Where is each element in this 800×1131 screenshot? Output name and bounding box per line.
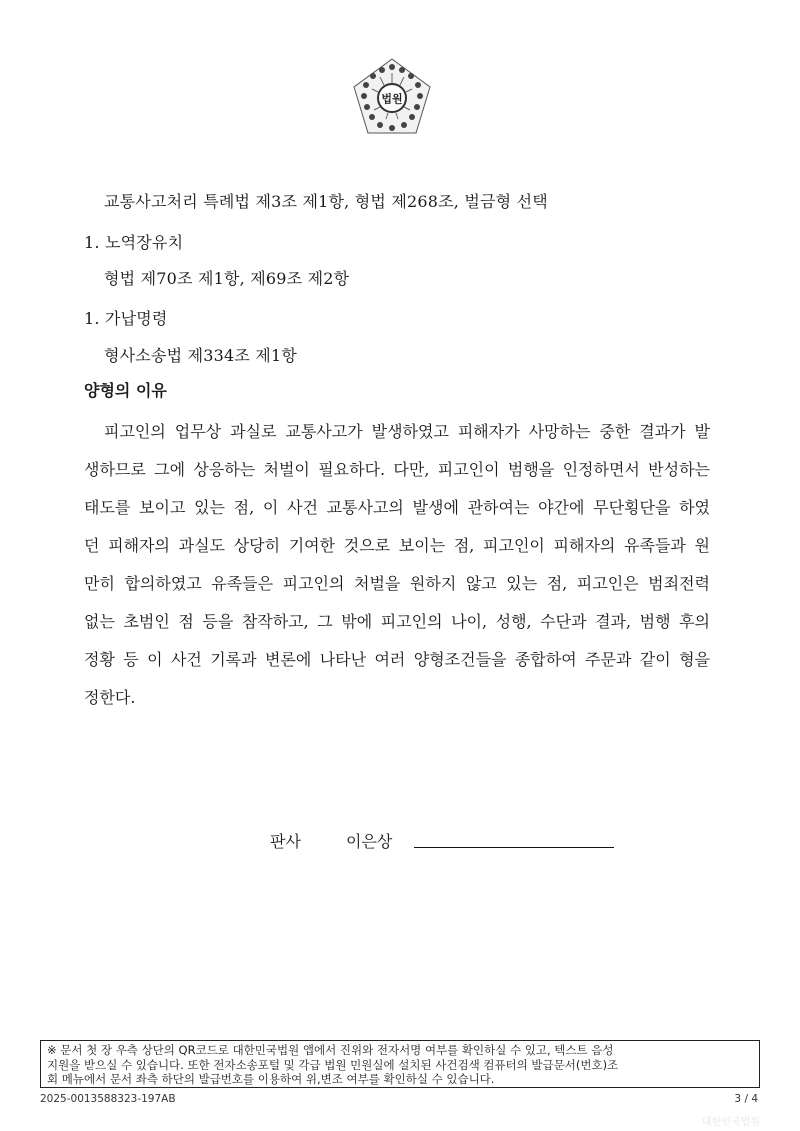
- reason-line-7: 정황 등 이 사건 기록과 변론에 나타난 여러 양형조건들을 종합하여 주문과 같이 형을: [84, 650, 710, 669]
- reason-line-2: 생하므로 그에 상응하는 처벌이 필요하다. 다만, 피고인이 범행을 인정하면서 반성하는: [84, 460, 710, 479]
- reason-line-6: 없는 초범인 점 등을 참작하고, 그 밖에 피고인의 나이, 성행, 수단과 결과, 범행 후의: [84, 612, 710, 631]
- clause-heading-provisional-payment: 1. 가납명령: [84, 309, 168, 328]
- notice-line-2: 지원을 받으실 수 있습니다. 또한 전자소송포털 및 각급 법원 민원실에 설치된 사건검색 컴퓨터의 발급문서(번호)조: [47, 1057, 619, 1072]
- clause-heading-labor-detention: 1. 노역장유치: [84, 233, 184, 252]
- clause-traffic-law: 교통사고처리 특례법 제3조 제1항, 형법 제268조, 벌금형 선택: [104, 192, 548, 211]
- clause-labor-detention-law: 형법 제70조 제1항, 제69조 제2항: [104, 269, 350, 288]
- reason-line-5: 만히 합의하였고 유족들은 피고인의 처벌을 원하지 않고 있는 점, 피고인은 범죄전력: [84, 574, 710, 593]
- verification-notice: [40, 1040, 760, 1088]
- reason-line-4: 던 피해자의 과실도 상당히 기여한 것으로 보이는 점, 피고인이 피해자의 유족들과 원: [84, 536, 710, 555]
- court-watermark: 대한민국법원: [702, 1117, 760, 1128]
- clause-provisional-payment-law: 형사소송법 제334조 제1항: [104, 346, 297, 365]
- judge-title: 판사: [270, 832, 301, 851]
- judge-name: 이은상: [346, 832, 393, 851]
- page-number: 3 / 4: [734, 1093, 758, 1105]
- sentencing-reasons-heading: 양형의 이유: [84, 381, 167, 400]
- emblem-text: 법원: [381, 92, 403, 106]
- reason-line-1: 피고인의 업무상 과실로 교통사고가 발생하였고 피해자가 사망하는 중한 결과가 발: [104, 422, 710, 441]
- reason-line-8: 정한다.: [84, 688, 136, 707]
- court-emblem: [350, 55, 434, 139]
- notice-line-1: ※ 문서 첫 장 우측 상단의 QR코드로 대한민국법원 앱에서 진위와 전자서명 여부를 확인하실 수 있고, 텍스트 음성: [47, 1043, 614, 1057]
- notice-line-3: 회 메뉴에서 문서 좌측 하단의 발급번호를 이용하여 위,변조 여부를 확인하실 수 있습니다.: [47, 1072, 495, 1086]
- signature-line: [414, 847, 614, 848]
- issue-number: 2025-0013588323-197AB: [40, 1093, 176, 1105]
- reason-line-3: 태도를 보이고 있는 점, 이 사건 교통사고의 발생에 관하여는 야간에 무단횡단을 하였: [84, 498, 710, 517]
